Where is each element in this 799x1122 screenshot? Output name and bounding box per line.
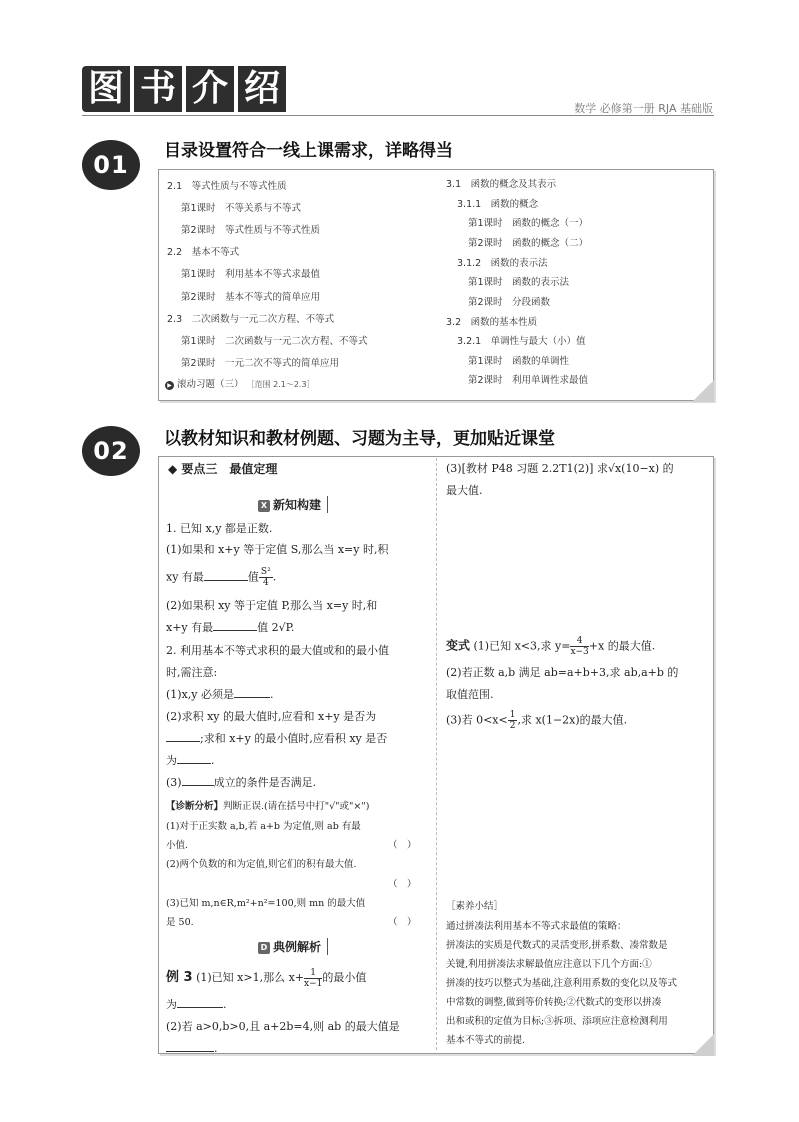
text-fragment: (1)x,y 必须是	[166, 688, 234, 701]
text-fragment: 值 2√P.	[257, 621, 295, 634]
fraction	[259, 567, 273, 588]
toc-left-item: 第2课时 基本不等式的简单应用	[181, 292, 321, 303]
summary-line: 中常数的调整,做到等价转换;②代数式的变形以拼凑	[446, 997, 662, 1008]
fill-blank	[166, 1040, 214, 1052]
fraction-num: S²	[260, 567, 271, 577]
brand-char: 书	[134, 66, 182, 112]
text-line: 为 .	[166, 998, 227, 1011]
brand-char: 图	[82, 66, 130, 112]
text-fragment: 判断正误.(请在括号中打"√"或"×")	[223, 801, 370, 812]
text-line: (1)如果和 x+y 等于定值 S,那么当 x=y 时,积	[166, 543, 389, 556]
section-badge: 01	[82, 140, 140, 190]
text-fragment: ;求和 x+y 的最小值时,应看积 xy 是否	[200, 732, 388, 745]
brand-char: 绍	[238, 66, 286, 112]
text-line	[446, 710, 627, 731]
text-line	[166, 774, 316, 790]
variant-label: 变式	[446, 638, 471, 653]
section-badge: 02	[82, 426, 140, 476]
page-fold-corner	[692, 380, 714, 402]
fraction	[304, 968, 322, 989]
text-line	[166, 966, 366, 989]
text-fragment: 值	[247, 570, 259, 584]
example-icon: D	[258, 942, 270, 954]
toc-right-item: 第2课时 利用单调性求最值	[468, 375, 589, 386]
fraction	[508, 710, 518, 731]
brand-logo	[82, 66, 286, 114]
summary-line: 出和或积的定值为目标;③拆项、添项应注意检测利用	[446, 1016, 668, 1027]
text-line: xy 有最 值 $\frac{\text{S²}}{4}$ .	[166, 567, 277, 588]
diagnosis-label: 【诊断分析】	[166, 801, 224, 812]
text-line: (2)如果积 xy 等于定值 P,那么当 x=y 时,和	[166, 599, 378, 612]
text-line	[166, 619, 294, 635]
fraction-den: x−1	[304, 978, 323, 989]
toc-right-item: 第2课时 分段函数	[468, 297, 551, 308]
text-line: (2)若正数 a,b 满足 ab=a+b+3,求 ab,a+b 的	[446, 666, 679, 679]
fill-blank	[182, 774, 214, 786]
answer-bracket: （ ）	[388, 879, 417, 890]
page-fold-corner	[692, 1034, 714, 1056]
lesson-heading: ◆ 要点三 最值定理	[168, 462, 278, 476]
text-fragment: xy 有最	[166, 570, 204, 584]
toc-right-item: 3.1 函数的概念及其表示	[446, 179, 557, 190]
subhead-new-label: 新知构建	[273, 498, 322, 512]
text-fragment: (1)已知 x>1,那么 x+	[196, 971, 304, 984]
text-line: 1. 已知 x,y 都是正数.	[166, 522, 273, 535]
text-fragment: 为	[166, 998, 177, 1011]
text-line	[166, 730, 387, 746]
fraction	[570, 636, 588, 657]
new-knowledge-icon: X	[258, 500, 270, 512]
fill-blank	[177, 996, 223, 1008]
text-line: (3)[教材 P48 习题 2.2T1(2)] 求√x(10−x) 的	[446, 462, 674, 475]
play-icon: ▶	[165, 381, 174, 390]
text-line: (2)求积 xy 的最大值时,应看和 x+y 是否为	[166, 710, 377, 723]
answer-bracket: （ ）	[388, 917, 417, 928]
fraction-num: 1	[509, 710, 516, 720]
toc-special-label: 滚动习题（三）	[177, 379, 244, 390]
toc-right-item: 第1课时 函数的表示法	[468, 277, 570, 288]
summary-line: 基本不等式的前提.	[446, 1035, 526, 1046]
fill-blank	[204, 569, 248, 581]
toc-special-range: ［范围 2.1～2.3］	[246, 380, 315, 389]
toc-right-item: 第1课时 函数的单调性	[468, 356, 570, 367]
fraction-num: 1	[304, 968, 322, 979]
toc-left-item: 第1课时 二次函数与一元二次方程、不等式	[181, 336, 368, 347]
fill-blank	[166, 730, 200, 742]
text-fragment: 的最小值	[322, 971, 367, 984]
text-line: (1)对于正实数 a,b,若 a+b 为定值,则 ab 有最	[166, 821, 361, 832]
subhead-example-label: 典例解析	[273, 940, 322, 954]
fraction-den: x−3	[570, 647, 589, 657]
example-label: 例 3	[166, 970, 193, 985]
toc-left-item: 第2课时 等式性质与不等式性质	[181, 225, 321, 236]
text-fragment: 成立的条件是否满足.	[213, 776, 317, 789]
summary-line: 拼凑的技巧以整式为基础,注意利用系数的变化以及等式	[446, 978, 678, 989]
toc-left-item: 第1课时 利用基本不等式求最值	[181, 269, 321, 280]
toc-right-item: 3.2.1 单调性与最大（小）值	[457, 336, 586, 347]
toc-left-item: 2.3 二次函数与一元二次方程、不等式	[167, 314, 335, 325]
text-line: 时,需注意:	[166, 666, 218, 679]
text-line	[446, 636, 655, 657]
fill-blank	[213, 619, 257, 631]
toc-special-item	[165, 376, 315, 390]
toc-right-item: 3.2 函数的基本性质	[446, 317, 538, 328]
text-line: (2)若 a>0,b>0,且 a+2b=4,则 ab 的最大值是	[166, 1020, 400, 1033]
toc-right-item: 第2课时 函数的概念（二）	[468, 238, 589, 249]
toc-box	[158, 169, 714, 401]
subhead-example	[258, 938, 328, 955]
text-line: 取值范围.	[446, 688, 494, 701]
brand-char: 介	[186, 66, 234, 112]
text-fragment: (3)若 0<x<	[446, 713, 508, 727]
text-fragment: +x 的最大值.	[588, 639, 656, 653]
toc-left-item: 第1课时 不等关系与不等式	[181, 203, 302, 214]
text-line: 是 50.	[166, 917, 194, 928]
toc-left-item: 2.2 基本不等式	[167, 247, 240, 258]
header-divider	[82, 115, 714, 116]
fraction-num: 4	[570, 636, 588, 647]
text-line: (2)两个负数的和为定值,则它们的积有最大值.	[166, 859, 357, 870]
text-line: (1)x,y 必须是 .	[166, 688, 274, 701]
toc-left-item: 2.1 等式性质与不等式性质	[167, 181, 287, 192]
toc-right-item: 3.1.1 函数的概念	[457, 199, 539, 210]
toc-left-item: 第2课时 一元二次不等式的简单应用	[181, 358, 340, 369]
text-line: 最大值.	[446, 484, 483, 497]
text-line: (3)已知 m,n∈R,m²+n²=100,则 mn 的最大值	[166, 898, 366, 909]
text-line: .	[166, 1040, 218, 1055]
text-fragment: (3)	[166, 776, 182, 789]
fill-blank	[177, 752, 211, 764]
toc-right-item: 3.1.2 函数的表示法	[457, 258, 548, 269]
column-divider	[436, 458, 437, 1050]
section-title: 以教材知识和教材例题、习题为主导，更加贴近课堂	[164, 429, 555, 449]
text-line: 2. 利用基本不等式求积的最大值或和的最小值	[166, 644, 389, 657]
text-fragment: (1)已知 x<3,求 y=	[473, 639, 571, 653]
fraction-den: 4	[262, 578, 269, 588]
text-fragment: 为	[166, 754, 177, 767]
text-fragment: ,求 x(1−2x)的最大值.	[517, 713, 628, 727]
fill-blank	[234, 686, 270, 698]
subhead-new	[258, 496, 328, 513]
text-line	[166, 798, 369, 812]
summary-line: 拼凑法的实质是代数式的灵活变形,拼系数、凑常数是	[446, 940, 668, 951]
fraction-den: 2	[509, 721, 516, 731]
summary-line: 通过拼凑法利用基本不等式求最值的策略：	[446, 921, 627, 932]
section-title: 目录设置符合一线上课需求，详略得当	[164, 141, 453, 161]
text-line: 小值.	[166, 840, 189, 851]
answer-bracket: （ ）	[388, 840, 417, 851]
summary-line: 关键,利用拼凑法求解最值应注意以下几个方面:①	[446, 959, 652, 970]
text-fragment: x+y 有最	[166, 621, 214, 634]
summary-title: ［素养小结］	[446, 901, 504, 912]
toc-right-item: 第1课时 函数的概念（一）	[468, 218, 589, 229]
text-line: 为 .	[166, 754, 215, 767]
series-label: 数学 必修第一册 RJA 基础版	[574, 102, 713, 115]
